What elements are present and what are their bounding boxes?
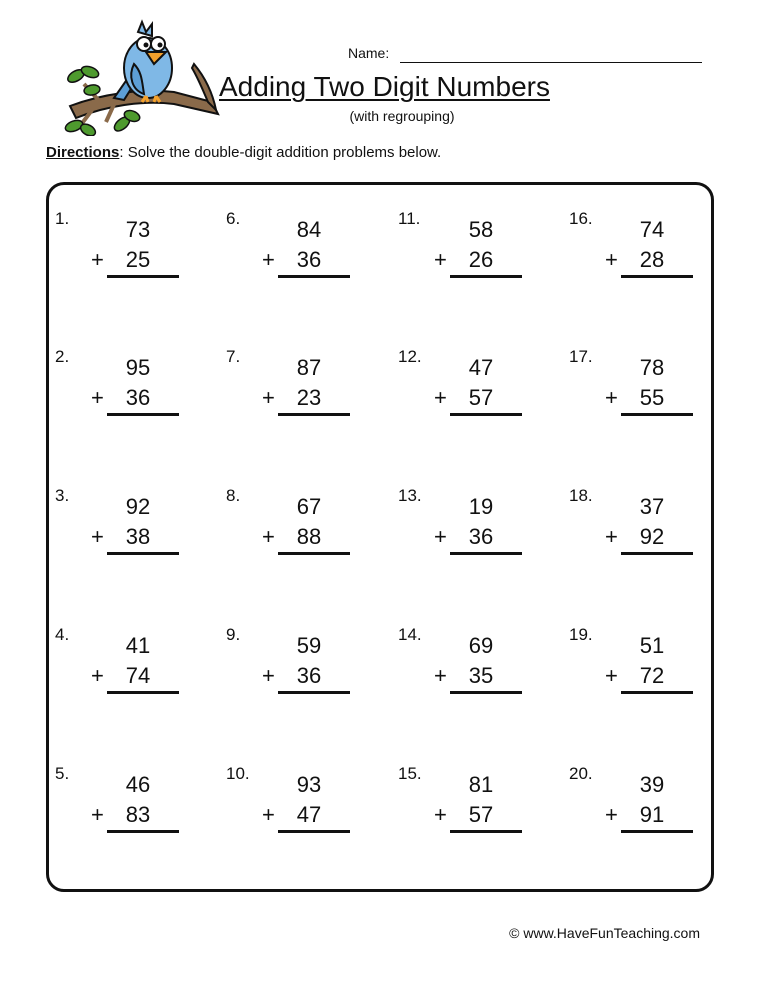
bottom-addend: 23 — [296, 385, 322, 410]
problem-number: 10. — [226, 764, 250, 783]
bottom-addend: 28 — [639, 247, 665, 272]
answer-line[interactable] — [450, 691, 522, 694]
top-addend: 47 — [468, 355, 494, 380]
problem-12 — [398, 347, 548, 437]
top-addend: 51 — [639, 633, 665, 658]
plus-sign: + — [262, 385, 275, 410]
problem-11 — [398, 209, 548, 299]
bottom-addend: 88 — [296, 524, 322, 549]
problem-18 — [569, 486, 719, 576]
problem-5 — [55, 764, 205, 854]
problem-number: 19. — [569, 625, 593, 644]
problem-number: 14. — [398, 625, 422, 644]
problem-number: 11. — [398, 209, 421, 228]
name-field[interactable] — [348, 44, 702, 64]
page-title: Adding Two Digit Numbers — [219, 71, 550, 102]
plus-sign: + — [91, 385, 104, 410]
top-addend: 92 — [125, 494, 151, 519]
problem-20 — [569, 764, 719, 854]
plus-sign: + — [262, 802, 275, 827]
answer-line[interactable] — [107, 413, 179, 416]
problem-14 — [398, 625, 548, 715]
problem-15 — [398, 764, 548, 854]
page-subtitle: (with regrouping) — [349, 108, 455, 124]
top-addend: 41 — [125, 633, 151, 658]
bottom-addend: 36 — [296, 247, 322, 272]
plus-sign: + — [91, 802, 104, 827]
plus-sign: + — [262, 247, 275, 272]
problem-4 — [55, 625, 205, 715]
top-addend: 95 — [125, 355, 151, 380]
top-addend: 69 — [468, 633, 494, 658]
problem-2 — [55, 347, 205, 437]
problem-number: 3. — [55, 486, 70, 505]
top-addend: 78 — [639, 355, 665, 380]
problem-number: 1. — [55, 209, 70, 228]
problem-number: 13. — [398, 486, 422, 505]
plus-sign: + — [434, 385, 447, 410]
problem-number: 6. — [226, 209, 241, 228]
plus-sign: + — [605, 663, 618, 688]
top-addend: 58 — [468, 217, 494, 242]
top-addend: 93 — [296, 772, 322, 797]
bottom-addend: 36 — [468, 524, 494, 549]
problem-number: 15. — [398, 764, 422, 783]
problem-number: 7. — [226, 347, 241, 366]
answer-line[interactable] — [621, 691, 693, 694]
top-addend: 37 — [639, 494, 665, 519]
answer-line[interactable] — [278, 413, 350, 416]
problem-number: 5. — [55, 764, 70, 783]
directions — [46, 144, 441, 162]
problem-19 — [569, 625, 719, 715]
bottom-addend: 83 — [125, 802, 151, 827]
answer-line[interactable] — [278, 830, 350, 833]
answer-line[interactable] — [621, 413, 693, 416]
answer-line[interactable] — [621, 275, 693, 278]
bottom-addend: 26 — [468, 247, 494, 272]
problem-3 — [55, 486, 205, 576]
bottom-addend: 91 — [639, 802, 665, 827]
bottom-addend: 36 — [125, 385, 151, 410]
answer-line[interactable] — [107, 691, 179, 694]
problem-7 — [226, 347, 376, 437]
problem-17 — [569, 347, 719, 437]
top-addend: 19 — [468, 494, 494, 519]
plus-sign: + — [434, 663, 447, 688]
bottom-addend: 92 — [639, 524, 665, 549]
plus-sign: + — [605, 385, 618, 410]
problem-10 — [226, 764, 376, 854]
plus-sign: + — [605, 802, 618, 827]
name-blank-line[interactable] — [400, 62, 702, 63]
problem-8 — [226, 486, 376, 576]
copyright-footer: © www.HaveFunTeaching.com — [509, 925, 700, 941]
plus-sign: + — [434, 247, 447, 272]
problem-number: 2. — [55, 347, 70, 366]
bottom-addend: 35 — [468, 663, 494, 688]
bottom-addend: 57 — [468, 385, 494, 410]
bottom-addend: 74 — [125, 663, 151, 688]
plus-sign: + — [262, 524, 275, 549]
plus-sign: + — [605, 247, 618, 272]
bottom-addend: 36 — [296, 663, 322, 688]
problem-6 — [226, 209, 376, 299]
top-addend: 59 — [296, 633, 322, 658]
answer-line[interactable] — [621, 830, 693, 833]
problems-box — [46, 182, 714, 892]
problem-number: 17. — [569, 347, 593, 366]
plus-sign: + — [434, 802, 447, 827]
answer-line[interactable] — [450, 552, 522, 555]
answer-line[interactable] — [278, 691, 350, 694]
top-addend: 74 — [639, 217, 665, 242]
problem-1 — [55, 209, 205, 299]
problem-number: 9. — [226, 625, 241, 644]
bottom-addend: 57 — [468, 802, 494, 827]
top-addend: 81 — [468, 772, 494, 797]
problem-number: 8. — [226, 486, 241, 505]
plus-sign: + — [91, 524, 104, 549]
bottom-addend: 72 — [639, 663, 665, 688]
name-label: Name: — [348, 45, 390, 61]
answer-line[interactable] — [107, 830, 179, 833]
top-addend: 67 — [296, 494, 322, 519]
plus-sign: + — [91, 247, 104, 272]
plus-sign: + — [262, 663, 275, 688]
plus-sign: + — [434, 524, 447, 549]
top-addend: 39 — [639, 772, 665, 797]
top-addend: 87 — [296, 355, 322, 380]
answer-line[interactable] — [450, 413, 522, 416]
problem-number: 4. — [55, 625, 70, 644]
problem-number: 20. — [569, 764, 593, 783]
top-addend: 73 — [125, 217, 151, 242]
bottom-addend: 25 — [125, 247, 151, 272]
answer-line[interactable] — [450, 830, 522, 833]
top-addend: 84 — [296, 217, 322, 242]
answer-line[interactable] — [621, 552, 693, 555]
problem-16 — [569, 209, 719, 299]
plus-sign: + — [91, 663, 104, 688]
bottom-addend: 55 — [639, 385, 665, 410]
bottom-addend: 38 — [125, 524, 151, 549]
top-addend: 46 — [125, 772, 151, 797]
bottom-addend: 47 — [296, 802, 322, 827]
answer-line[interactable] — [278, 275, 350, 278]
problem-number: 12. — [398, 347, 422, 366]
problem-13 — [398, 486, 548, 576]
answer-line[interactable] — [107, 275, 179, 278]
answer-line[interactable] — [107, 552, 179, 555]
answer-line[interactable] — [450, 275, 522, 278]
plus-sign: + — [605, 524, 618, 549]
answer-line[interactable] — [278, 552, 350, 555]
problem-number: 16. — [569, 209, 593, 228]
problem-9 — [226, 625, 376, 715]
directions-label: Directions — [46, 144, 120, 161]
directions-text: : Solve the double-digit addition problems below. — [119, 144, 442, 161]
problem-number: 18. — [569, 486, 593, 505]
